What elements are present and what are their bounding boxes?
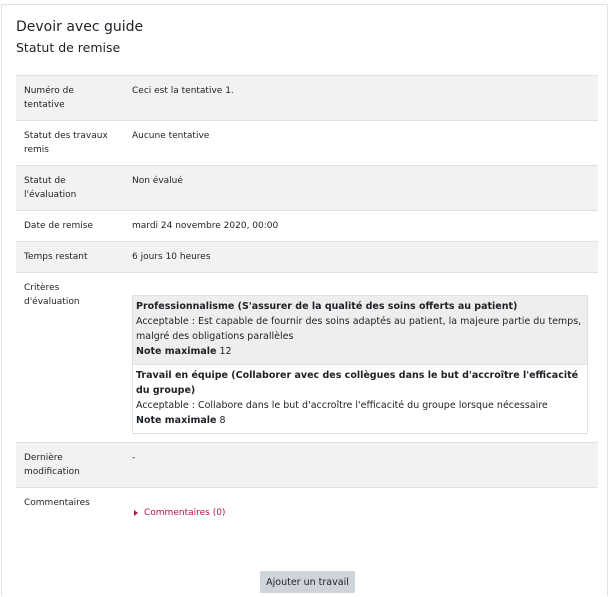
- assignment-panel: [1, 4, 608, 596]
- row-label-grading: Statut de l'évaluation: [16, 166, 122, 211]
- table-row-comments: [16, 488, 598, 530]
- criterion-teamwork: [133, 365, 587, 433]
- row-value-last-modified: -: [122, 443, 598, 488]
- max-score-value: 12: [219, 346, 232, 357]
- comments-link-label: Commentaires (0): [144, 508, 226, 518]
- row-label-comments: Commentaires: [16, 488, 122, 530]
- row-value-due-date: mardi 24 novembre 2020, 00:00: [122, 211, 598, 242]
- triangle-right-icon: [134, 510, 138, 516]
- criterion-professionalism: [133, 296, 587, 365]
- max-score-value: 8: [219, 415, 226, 426]
- row-value-submission: Aucune tentative: [122, 121, 598, 166]
- table-row-time-remaining: [16, 242, 598, 273]
- row-label-time-remaining: Temps restant: [16, 242, 122, 273]
- table-row-grading: [16, 166, 598, 211]
- row-label-criteria: Critères d'évaluation: [16, 273, 122, 443]
- row-value-comments: [122, 488, 598, 530]
- table-row-submission: [16, 121, 598, 166]
- add-submission-button[interactable]: Ajouter un travail: [260, 571, 355, 593]
- row-label-last-modified: Dernière modification: [16, 443, 122, 488]
- row-label-due-date: Date de remise: [16, 211, 122, 242]
- row-value-time-remaining: 6 jours 10 heures: [122, 242, 598, 273]
- row-value-grading: Non évalué: [122, 166, 598, 211]
- criterion-max-score: [136, 413, 584, 428]
- submission-status-table: [16, 75, 598, 529]
- table-row-criteria: [16, 273, 598, 443]
- table-row-last-modified: [16, 443, 598, 488]
- row-value-criteria: [122, 273, 598, 443]
- grading-guide-box: [132, 295, 588, 434]
- max-score-label: Note maximale: [136, 346, 217, 357]
- max-score-label: Note maximale: [136, 415, 217, 426]
- criterion-description: Acceptable : Est capable de fournir des soins adaptés au patient, la majeure partie du temps, malgré des obligations parallèles: [136, 316, 582, 342]
- page-title: Devoir avec guide: [16, 19, 144, 35]
- row-value-attempt: Ceci est la tentative 1.: [122, 76, 598, 121]
- row-label-submission: Statut des travaux remis: [16, 121, 122, 166]
- table-row-due-date: [16, 211, 598, 242]
- row-label-attempt: Numéro de tentative: [16, 76, 122, 121]
- criterion-max-score: [136, 344, 584, 359]
- section-title: Statut de remise: [16, 40, 121, 55]
- criterion-description: Acceptable : Collabore dans le but d'accroître l'efficacité du groupe lorsque nécessaire: [136, 400, 548, 411]
- table-row-attempt: [16, 76, 598, 121]
- criterion-name: Professionnalisme (S'assurer de la qualité des soins offerts au patient): [136, 301, 518, 312]
- comments-toggle-link[interactable]: [134, 506, 225, 520]
- criterion-name: Travail en équipe (Collaborer avec des collègues dans le but d'accroître l'efficacité du groupe): [136, 370, 579, 396]
